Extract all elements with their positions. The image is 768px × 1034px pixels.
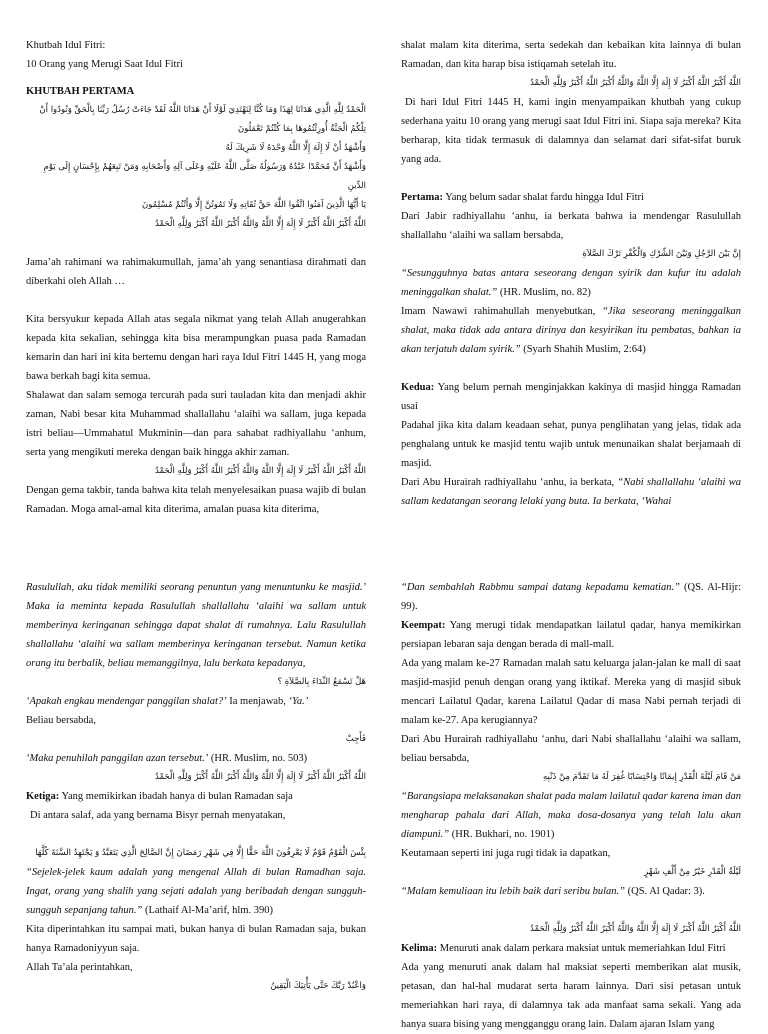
- quote-text: ‘Ya.’: [288, 696, 309, 707]
- paragraph: [401, 473, 741, 511]
- paragraph: Di antara salaf, ada yang bernama Bisyr pernah menyatakan,: [30, 810, 286, 821]
- paragraph: Keutamaan seperti ini juga rugi tidak ia dapatkan,: [401, 848, 611, 859]
- page-2: [0, 568, 768, 1030]
- quote-source: (HR. Muslim, no. 503): [208, 753, 308, 764]
- quote-source: (HR. Bukhari, no. 1901): [449, 829, 555, 840]
- doc-title-line2: 10 Orang yang Merugi Saat Idul Fitri: [26, 59, 183, 70]
- quote-paragraph: [26, 692, 366, 711]
- point-text: Yang belum sadar shalat fardu hingga Idul Fitri: [442, 192, 644, 203]
- point-label: Kelima:: [401, 943, 438, 954]
- arabic-shahada-1: وَأَشْهَدُ أَنْ لَا إِلَهَ إِلَّا اللَّهُ وَحْدَهُ لَا شَرِيكَ لَهُ: [225, 143, 366, 153]
- point-keempat: [401, 616, 741, 654]
- paragraph: [401, 302, 741, 359]
- arabic-hadith: هَلْ تَسْمَعُ النِّدَاءَ بِالصَّلاَةِ ؟: [277, 677, 366, 687]
- paragraph: Allah Ta’ala perintahkan,: [26, 962, 133, 973]
- paragraph: Padahal jika kita dalam keadaan sehat, punya penglihatan yang jelas, tidak ada penghalang untuk ke masjid tentu wajib untuk menunaikan shalat berjamaah di masjid.: [401, 420, 741, 469]
- quote-source: (QS. Al Qadar: 3).: [625, 886, 705, 897]
- point-kelima: [401, 939, 741, 958]
- quote-paragraph: [26, 749, 366, 768]
- arabic-verse: وَاعْبُدْ رَبَّكَ حَتَّى يَأْتِيَكَ الْيَقِينُ: [270, 981, 366, 991]
- point-text: Yang memikirkan ibadah hanya di bulan Ramadan saja: [59, 791, 293, 802]
- point-text: Menuruti anak dalam perkara maksiat untuk memeriahkan Idul Fitri: [437, 943, 726, 954]
- arabic-takbir: اللَّهُ أَكْبَرُ اللَّهُ أَكْبَرُ لَا إِلَهَ إِلَّا اللَّهُ وَاللَّهُ أَكْبَرُ اللَّهُ أَكْبَرُ وَلِلَّهِ الْحَمْدُ: [155, 466, 366, 476]
- point-ketiga: [26, 787, 366, 806]
- quote-text: ‘Apakah engkau mendengar panggilan shalat?’: [26, 696, 227, 707]
- quote-paragraph: [401, 882, 741, 901]
- point-label: Ketiga:: [26, 791, 60, 802]
- quote-paragraph: Rasulullah, aku tidak memiliki seorang penuntun yang menuntunku ke masjid.’ Maka ia meminta kepada Rasulullah shallallahu ‘alaihi wa sallam untuk memberinya keringanan sehingga dapat shalat di rumahnya. Lalu Rasulullah shallallahu ‘alaihi wa sallam memberinya keringanan tersebut. Namun ketika orang itu berbalik, beliau memanggilnya, lalu berkata kepadanya,: [26, 582, 366, 669]
- arabic-hadith: مَنْ قَامَ لَيْلَةَ الْقَدْرِ إِيمَانًا وَاحْتِسَابًا غُفِرَ لَهُ مَا تَقَدَّمَ مِنْ ذَنْبِهِ: [542, 772, 741, 782]
- quote-paragraph: [401, 578, 741, 616]
- quote-text: “Dan sembahlah Rabbmu sampai datang kepadamu kematian.”: [401, 582, 680, 593]
- text-span: Imam Nawawi rahimahullah menyebutkan,: [401, 306, 603, 317]
- arabic-takbir: اللَّهُ أَكْبَرُ اللَّهُ أَكْبَرُ لَا إِلَهَ إِلَّا اللَّهُ وَاللَّهُ أَكْبَرُ اللَّهُ أَكْبَرُ وَلِلَّهِ الْحَمْدُ: [155, 772, 366, 782]
- quote-paragraph: [401, 264, 741, 302]
- arabic-verse: يَا أَيُّهَا الَّذِينَ آمَنُوا اتَّقُوا اللَّهَ حَقَّ تُقَاتِهِ وَلَا تَمُوتُنَّ إِلَّا وَأَنْتُمْ مُسْلِمُونَ: [142, 200, 366, 210]
- arabic-quote: بِئْسَ الْقَوْمُ قَوْمٌ لَا يَعْرِفُونَ اللَّهَ حَقًّا إِلَّا فِي شَهْرِ رَمَضَانَ إِنَّ الصَّالِحَ الَّذِي يَتَعَبَّدُ وَ يَجْتَهِدُ السَّنَةَ كُلَّهَا: [35, 848, 366, 858]
- page2-left-column: [26, 578, 366, 996]
- arabic-hadith: فَأَجِبْ: [345, 734, 366, 744]
- quote-text: “Sesungguhnya batas antara seseorang dengan syirik dan kufur itu adalah meninggalkan shalat.”: [401, 268, 741, 298]
- quote-paragraph: [26, 863, 366, 920]
- paragraph: Dengan gema takbir, tanda bahwa kita telah menyelesaikan puasa wajib di bulan Ramadan. Moga amal-amal kita diterima, amalan puasa kita diterima,: [26, 485, 366, 515]
- text-span: Ia menjawab,: [226, 696, 289, 707]
- point-text: Yang belum pernah menginjakkan kakinya di masjid hingga Ramadan usai: [401, 382, 741, 412]
- quote-text: “Sejelek-jelek kaum adalah yang mengenal Allah di bulan Ramadhan saja. Ingat, orang yang shalih yang sejati adalah yang beribadah dengan sungguh-sungguh sepanjang tahun.”: [26, 867, 366, 916]
- point-label: Pertama:: [401, 192, 443, 203]
- quote-source: (Syarh Shahih Muslim, 2:64): [520, 344, 646, 355]
- point-label: Kedua:: [401, 382, 435, 393]
- quote-text: “Nabi shallallahu ‘alaihi wa sallam kedatangan seorang lelaki yang buta. Ia berkata, ‘Wahai: [401, 477, 741, 507]
- text-span: Dari Abu Hurairah radhiyallahu ‘anhu, ia berkata,: [401, 477, 618, 488]
- khutbah-heading: KHUTBAH PERTAMA: [26, 86, 135, 97]
- page1-left-column: [26, 36, 366, 519]
- quote-source: (QS. Al-Hijr: 99).: [401, 582, 741, 612]
- paragraph: Beliau bersabda,: [26, 715, 96, 726]
- quote-text: “Barangsiapa melaksanakan shalat pada malam lailatul qadar karena iman dan mengharap pahala dari Allah, maka dosa-dosanya yang telah lalu akan diampuni.”: [401, 791, 741, 840]
- paragraph: Ada yang malam ke-27 Ramadan malah satu keluarga jalan-jalan ke mall di saat masjid-masjid penuh dengan orang yang iktikaf. Mereka yang di masjid sibuk mencari Lailatul Qadar, karena Lailatul Qadar di masa Nabi pernah terjadi di malam ke-27. Apa kerugiannya?: [401, 658, 741, 726]
- paragraph: Shalawat dan salam semoga tercurah pada suri tauladan kita dan menjadi akhir zaman, Nabi besar kita Muhammad shallallahu ‘alaihi wa sallam, juga kepada istri beliau—Ummahatul Mukminin—dan para sahabat radhiyallahu ‘anhum, serta yang mengikuti mereka dengan baik hingga akhir zaman.: [26, 390, 366, 458]
- paragraph: Dari Abu Hurairah radhiyallahu ‘anhu, dari Nabi shallallahu ‘alaihi wa sallam, beliau bersabda,: [401, 734, 741, 764]
- paragraph: Ada yang menuruti anak dalam hal maksiat seperti memberikan alat musik, petasan, dan hal-hal mudarat serta haram lainnya. Dari sisi petasan untuk memeriahkan hari raya, di dalamnya tak ada manfaat sama sekali. Yang ada hanya suara bising yang mengganggu orang lain. Dalam ajaran Islam yang: [401, 962, 741, 1030]
- arabic-hadith: إِنَّ بَيْنَ الرَّجُلِ وَبَيْنَ الشِّرْكِ وَالْكُفْرِ تَرْكَ الصَّلاَةِ: [582, 249, 741, 259]
- arabic-takbir: اللَّهُ أَكْبَرُ اللَّهُ أَكْبَرُ لَا إِلَهَ إِلَّا اللَّهُ وَاللَّهُ أَكْبَرُ اللَّهُ أَكْبَرُ وَلِلَّهِ الْحَمْدُ: [530, 78, 741, 88]
- paragraph: Kita bersyukur kepada Allah atas segala nikmat yang telah Allah anugerahkan kepada kita sekalian, sehingga kita bisa merampungkan puasa pada Ramadan kemarin dan hari ini kita bertemu dengan hari raya Idul Fitri 1445 H, yang moga bawa berkah bagi kita semua.: [26, 314, 366, 382]
- point-pertama: [401, 188, 741, 207]
- point-text: Yang merugi tidak mendapatkan lailatul qadar, hanya memikirkan persiapan lebaran saja dengan berada di mall-mall.: [401, 620, 741, 650]
- arabic-shahada-2: وَأَشْهَدُ أَنَّ مُحَمَّدًا عَبْدُهُ وَرَسُولُهُ صَلَّى اللَّهُ عَلَيْهِ وَعَلَى آلِهِ وَأَصْحَابِهِ وَمَنْ تَبِعَهُمْ بِإِحْسَانٍ إِلَى يَوْمِ الدِّينِ: [43, 162, 366, 191]
- arabic-takbir: اللَّهُ أَكْبَرُ اللَّهُ أَكْبَرُ لَا إِلَهَ إِلَّا اللَّهُ وَاللَّهُ أَكْبَرُ اللَّهُ أَكْبَرُ وَلِلَّهِ الْحَمْدُ: [530, 924, 741, 934]
- quote-paragraph: [401, 787, 741, 844]
- paragraph: Di hari Idul Fitri 1445 H, kami ingin menyampaikan khutbah yang cukup sederhana yaitu 10 orang yang merugi saat Idul Fitri ini. Siapa saja mereka? Kita berharap, kita tidak termasuk di dalamnya dan selamat dari sifat-sifat buruk yang ada.: [401, 97, 741, 165]
- doc-title-line1: Khutbah Idul Fitri:: [26, 40, 106, 51]
- quote-text: ‘Maka penuhilah panggilan azan tersebut.’: [26, 753, 209, 764]
- paragraph: Jama’ah rahimani wa rahimakumullah, jama’ah yang senantiasa dirahmati dan diberkahi oleh Allah …: [26, 257, 366, 287]
- paragraph: shalat malam kita diterima, serta sedekah dan kebaikan kita lainnya di bulan Ramadan, dan kita harap bisa istiqamah setelah itu.: [401, 40, 741, 70]
- point-kedua: [401, 378, 741, 416]
- paragraph: Dari Jabir radhiyallahu ‘anhu, ia berkata bahwa ia mendengar Rasulullah shallallahu ‘alaihi wa sallam bersabda,: [401, 211, 741, 241]
- quote-text: “Jika seseorang meninggalkan shalat, maka tidak ada antara dirinya dan kesyirikan itu pembatas, bahkan ia akan terjatuh dalam syirik.”: [401, 306, 741, 355]
- quote-source: (HR. Muslim, no. 82): [497, 287, 591, 298]
- page1-right-column: [401, 36, 741, 511]
- point-label: Keempat:: [401, 620, 446, 631]
- paragraph: Kita diperintahkan itu sampai mati, bukan hanya di bulan Ramadan saja, bukan hanya Ramadoniyyun saja.: [26, 924, 366, 954]
- arabic-takbir: اللَّهُ أَكْبَرُ اللَّهُ أَكْبَرُ لَا إِلَهَ إِلَّا اللَّهُ وَاللَّهُ أَكْبَرُ اللَّهُ أَكْبَرُ وَلِلَّهِ الْحَمْدُ: [155, 219, 366, 229]
- arabic-opening: الْحَمْدُ لِلَّهِ الَّذِي هَدَانَا لِهَذَا وَمَا كُنَّا لِنَهْتَدِيَ لَوْلَا أَنْ هَدَانَا اللَّهُ لَقَدْ جَاءَتْ رُسُلُ رَبِّنَا بِالْحَقِّ وَنُودُوا أَنْ تِلْكُمُ الْجَنَّةُ أُورِثْتُمُوهَا بِمَا كُنْتُمْ تَعْمَلُونَ: [39, 105, 366, 134]
- arabic-verse: لَيْلَةُ الْقَدْرِ خَيْرٌ مِنْ أَلْفِ شَهْرٍ: [644, 867, 741, 877]
- page2-right-column: [401, 578, 741, 1034]
- quote-text: “Malam kemuliaan itu lebih baik dari seribu bulan.”: [401, 886, 625, 897]
- quote-source: (Lathaif Al-Ma’arif, hlm. 390): [142, 905, 274, 916]
